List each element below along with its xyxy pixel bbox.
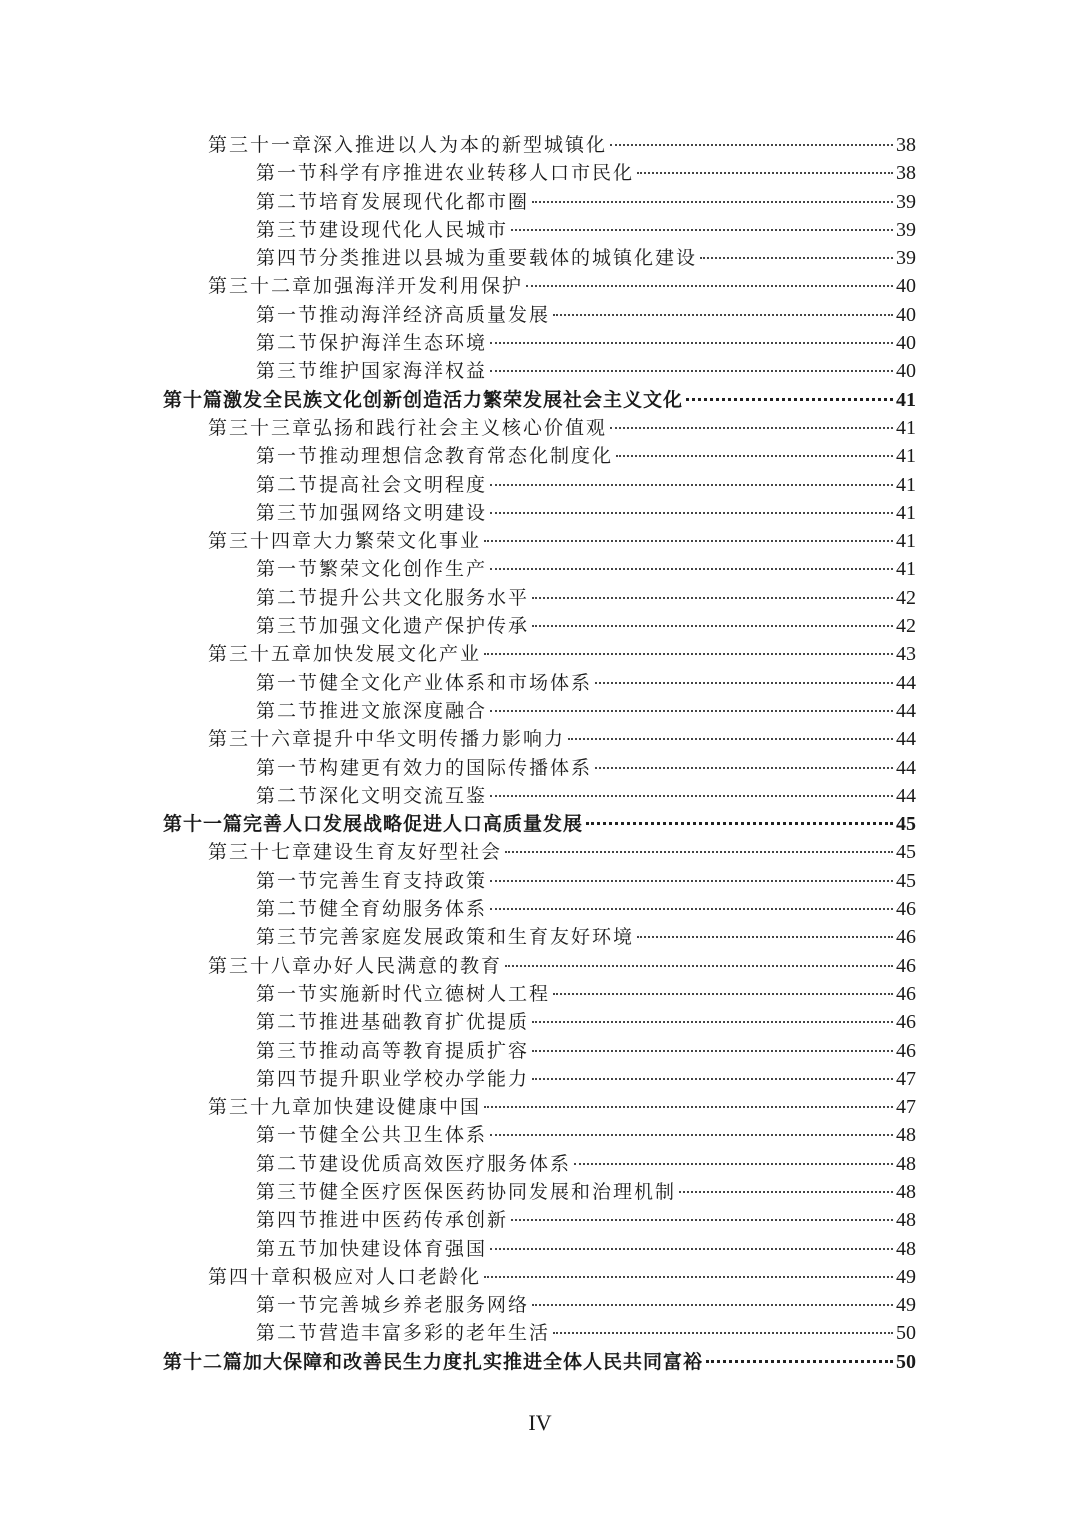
page-number: IV — [528, 1410, 552, 1435]
toc-entry-page: 50 — [896, 1350, 916, 1373]
toc-dot-leader — [586, 822, 893, 825]
toc-dot-leader — [490, 512, 893, 514]
toc-dot-leader — [532, 201, 893, 203]
toc-entry-page: 41 — [896, 416, 916, 439]
toc-entry-page: 50 — [896, 1322, 916, 1345]
toc-entry-section[interactable] — [163, 1206, 916, 1234]
toc-entry-page: 44 — [896, 756, 916, 779]
toc-entry-title: 第二节健全育幼服务体系 — [256, 898, 488, 921]
toc-dot-leader — [595, 767, 893, 769]
toc-entry-page: 44 — [896, 671, 916, 694]
toc-dot-leader — [490, 880, 893, 882]
toc-entry-section[interactable] — [163, 923, 916, 951]
toc-dot-leader — [553, 314, 893, 316]
toc-entry-title: 第四节推进中医药传承创新 — [256, 1209, 509, 1232]
toc-entry-chapter[interactable] — [163, 527, 916, 555]
toc-entry-page: 46 — [896, 926, 916, 949]
toc-entry-section[interactable] — [163, 301, 916, 329]
toc-dot-leader — [484, 653, 893, 655]
toc-entry-title: 第三十八章办好人民满意的教育 — [208, 954, 503, 977]
toc-entry-section[interactable] — [163, 697, 916, 725]
toc-entry-page: 49 — [896, 1265, 916, 1288]
toc-dot-leader — [484, 1276, 893, 1278]
toc-dot-leader — [553, 1332, 893, 1334]
toc-entry-page: 48 — [896, 1152, 916, 1175]
toc-dot-leader — [511, 229, 893, 231]
toc-dot-leader — [574, 1163, 893, 1165]
toc-dot-leader — [490, 484, 893, 486]
toc-entry-page: 38 — [896, 162, 916, 185]
toc-entry-section[interactable] — [163, 329, 916, 357]
toc-entry-page: 41 — [896, 473, 916, 496]
toc-entry-title: 第十篇激发全民族文化创新创造活力繁荣发展社会主义文化 — [163, 388, 684, 411]
toc-entry-title: 第二节营造丰富多彩的老年生活 — [256, 1322, 551, 1345]
toc-entry-section[interactable] — [163, 1008, 916, 1036]
toc-entry-page: 49 — [896, 1294, 916, 1317]
toc-entry-page: 41 — [896, 530, 916, 553]
toc-entry-section[interactable] — [163, 442, 916, 470]
toc-entry-page: 45 — [896, 841, 916, 864]
toc-entry-page: 40 — [896, 360, 916, 383]
toc-entry-section[interactable] — [163, 1065, 916, 1093]
toc-entry-page: 44 — [896, 699, 916, 722]
toc-entry-chapter[interactable] — [163, 725, 916, 753]
toc-entry-chapter[interactable] — [163, 272, 916, 300]
toc-entry-title: 第一节繁荣文化创作生产 — [256, 558, 488, 581]
toc-dot-leader — [610, 144, 893, 146]
toc-dot-leader — [686, 398, 893, 401]
toc-entry-page: 42 — [896, 615, 916, 638]
toc-entry-title: 第三节完善家庭发展政策和生育友好环境 — [256, 926, 635, 949]
toc-dot-leader — [532, 1304, 893, 1306]
toc-entry-title: 第五节加快建设体育强国 — [256, 1237, 488, 1260]
toc-entry-page: 44 — [896, 784, 916, 807]
toc-dot-leader — [490, 568, 893, 570]
toc-entry-section[interactable] — [163, 555, 916, 583]
toc-entry-page: 48 — [896, 1237, 916, 1260]
toc-entry-title: 第一节健全文化产业体系和市场体系 — [256, 671, 593, 694]
toc-entry-title: 第三十二章加强海洋开发利用保护 — [208, 275, 524, 298]
toc-dot-leader — [526, 285, 893, 287]
toc-entry-section[interactable] — [163, 1178, 916, 1206]
toc-entry-title: 第四十章积极应对人口老龄化 — [208, 1265, 482, 1288]
toc-entry-page: 47 — [896, 1067, 916, 1090]
toc-entry-title: 第十二篇加大保障和改善民生力度扎实推进全体人民共同富裕 — [163, 1350, 704, 1373]
toc-entry-page: 40 — [896, 303, 916, 326]
toc-entry-title: 第三十七章建设生育友好型社会 — [208, 841, 503, 864]
toc-entry-page: 44 — [896, 728, 916, 751]
toc-entry-section[interactable] — [163, 159, 916, 187]
toc-entry-section[interactable] — [163, 1235, 916, 1263]
toc-entry-section[interactable] — [163, 1037, 916, 1065]
toc-entry-page: 46 — [896, 1011, 916, 1034]
toc-entry-title: 第二节提高社会文明程度 — [256, 473, 488, 496]
toc-entry-title: 第二节推进文旅深度融合 — [256, 699, 488, 722]
toc-dot-leader — [610, 427, 893, 429]
toc-entry-page: 46 — [896, 898, 916, 921]
toc-entry-section[interactable] — [163, 754, 916, 782]
toc-dot-leader — [505, 851, 893, 853]
toc-dot-leader — [532, 1050, 893, 1052]
toc-entry-title: 第三节建设现代化人民城市 — [256, 218, 509, 241]
toc-dot-leader — [532, 597, 893, 599]
toc-entry-page: 39 — [896, 190, 916, 213]
toc-entry-title: 第三十六章提升中华文明传播力影响力 — [208, 728, 566, 751]
toc-entry-title: 第三十九章加快建设健康中国 — [208, 1096, 482, 1119]
toc-entry-title: 第三节加强文化遗产保护传承 — [256, 615, 530, 638]
toc-entry-chapter[interactable] — [163, 131, 916, 159]
toc-entry-title: 第三节推动高等教育提质扩容 — [256, 1039, 530, 1062]
toc-dot-leader — [532, 625, 893, 627]
toc-dot-leader — [700, 257, 893, 259]
toc-entry-page: 39 — [896, 247, 916, 270]
toc-entry-title: 第一节推动理想信念教育常态化制度化 — [256, 445, 614, 468]
toc-entry-section[interactable] — [163, 1150, 916, 1178]
toc-entry-section[interactable] — [163, 357, 916, 385]
toc-entry-page: 47 — [896, 1096, 916, 1119]
toc-entry-page: 41 — [896, 558, 916, 581]
toc-dot-leader — [484, 1106, 893, 1108]
toc-entry-page: 40 — [896, 275, 916, 298]
toc-dot-leader — [532, 1078, 893, 1080]
toc-dot-leader — [568, 738, 893, 740]
toc-dot-leader — [511, 1219, 893, 1221]
toc-dot-leader — [490, 795, 893, 797]
toc-dot-leader — [637, 172, 893, 174]
toc-entry-page: 40 — [896, 332, 916, 355]
toc-entry-chapter[interactable] — [163, 414, 916, 442]
toc-entry-chapter[interactable] — [163, 640, 916, 668]
toc-entry-title: 第三十五章加快发展文化产业 — [208, 643, 482, 666]
toc-entry-page: 48 — [896, 1124, 916, 1147]
toc-entry-page: 39 — [896, 218, 916, 241]
toc-entry-part[interactable] — [163, 386, 916, 414]
toc-entry-title: 第四节提升职业学校办学能力 — [256, 1067, 530, 1090]
toc-dot-leader — [706, 1360, 893, 1363]
toc-entry-section[interactable] — [163, 612, 916, 640]
toc-entry-section[interactable] — [163, 584, 916, 612]
toc-entry-chapter[interactable] — [163, 1263, 916, 1291]
toc-entry-title: 第一节健全公共卫生体系 — [256, 1124, 488, 1147]
toc-entry-section[interactable] — [163, 980, 916, 1008]
toc-dot-leader — [490, 370, 893, 372]
toc-entry-section[interactable] — [163, 188, 916, 216]
toc-entry-title: 第一节构建更有效力的国际传播体系 — [256, 756, 593, 779]
toc-dot-leader — [637, 936, 893, 938]
toc-entry-title: 第三十一章深入推进以人为本的新型城镇化 — [208, 134, 608, 156]
toc-entry-page: 42 — [896, 586, 916, 609]
toc-entry-page: 45 — [896, 869, 916, 892]
toc-entry-section[interactable] — [163, 244, 916, 272]
toc-dot-leader — [490, 342, 893, 344]
toc-entry-page: 45 — [896, 813, 916, 836]
toc-entry-title: 第一节完善生育支持政策 — [256, 869, 488, 892]
toc-entry-page: 41 — [896, 501, 916, 524]
toc-dot-leader — [616, 455, 893, 457]
toc-entry-page: 46 — [896, 1039, 916, 1062]
table-of-contents — [163, 131, 916, 1376]
toc-entry-part[interactable] — [163, 810, 916, 838]
toc-entry-section[interactable] — [163, 669, 916, 697]
toc-entry-page: 48 — [896, 1180, 916, 1203]
toc-entry-title: 第一节实施新时代立德树人工程 — [256, 982, 551, 1005]
toc-entry-title: 第二节建设优质高效医疗服务体系 — [256, 1152, 572, 1175]
toc-entry-title: 第四节分类推进以县城为重要载体的城镇化建设 — [256, 247, 698, 270]
toc-entry-title: 第一节推动海洋经济高质量发展 — [256, 303, 551, 326]
toc-entry-section[interactable] — [163, 782, 916, 810]
toc-entry-section[interactable] — [163, 1121, 916, 1149]
toc-entry-page: 41 — [896, 388, 916, 411]
toc-entry-title: 第二节推进基础教育扩优提质 — [256, 1011, 530, 1034]
toc-entry-chapter[interactable] — [163, 1093, 916, 1121]
toc-entry-section[interactable] — [163, 895, 916, 923]
toc-entry-page: 46 — [896, 954, 916, 977]
toc-dot-leader — [553, 993, 893, 995]
toc-dot-leader — [484, 540, 893, 542]
toc-entry-title: 第十一篇完善人口发展战略促进人口高质量发展 — [163, 813, 584, 836]
toc-entry-title: 第三节维护国家海洋权益 — [256, 360, 488, 383]
toc-entry-section[interactable] — [163, 471, 916, 499]
toc-dot-leader — [490, 908, 893, 910]
toc-entry-page: 38 — [896, 134, 916, 156]
toc-entry-title: 第一节科学有序推进农业转移人口市民化 — [256, 162, 635, 185]
toc-entry-title: 第三十三章弘扬和践行社会主义核心价值观 — [208, 416, 608, 439]
toc-entry-title: 第二节培育发展现代化都市圈 — [256, 190, 530, 213]
toc-entry-title: 第二节保护海洋生态环境 — [256, 332, 488, 355]
toc-entry-section[interactable] — [163, 499, 916, 527]
toc-dot-leader — [490, 1134, 893, 1136]
toc-entry-title: 第一节完善城乡养老服务网络 — [256, 1294, 530, 1317]
toc-entry-section[interactable] — [163, 867, 916, 895]
toc-dot-leader — [595, 682, 893, 684]
toc-entry-page: 46 — [896, 982, 916, 1005]
toc-dot-leader — [679, 1191, 893, 1193]
toc-entry-section[interactable] — [163, 1319, 916, 1347]
toc-entry-chapter[interactable] — [163, 952, 916, 980]
toc-entry-title: 第二节提升公共文化服务水平 — [256, 586, 530, 609]
toc-dot-leader — [505, 965, 893, 967]
toc-entry-page: 41 — [896, 445, 916, 468]
toc-entry-part[interactable] — [163, 1348, 916, 1376]
toc-dot-leader — [490, 710, 893, 712]
toc-entry-title: 第三节加强网络文明建设 — [256, 501, 488, 524]
toc-entry-title: 第二节深化文明交流互鉴 — [256, 784, 488, 807]
toc-entry-page: 48 — [896, 1209, 916, 1232]
toc-dot-leader — [532, 1021, 893, 1023]
toc-dot-leader — [490, 1248, 893, 1250]
toc-entry-section[interactable] — [163, 216, 916, 244]
toc-entry-chapter[interactable] — [163, 838, 916, 866]
toc-entry-page: 43 — [896, 643, 916, 666]
toc-entry-title: 第三十四章大力繁荣文化事业 — [208, 530, 482, 553]
toc-entry-section[interactable] — [163, 1291, 916, 1319]
toc-entry-title: 第三节健全医疗医保医药协同发展和治理机制 — [256, 1180, 677, 1203]
